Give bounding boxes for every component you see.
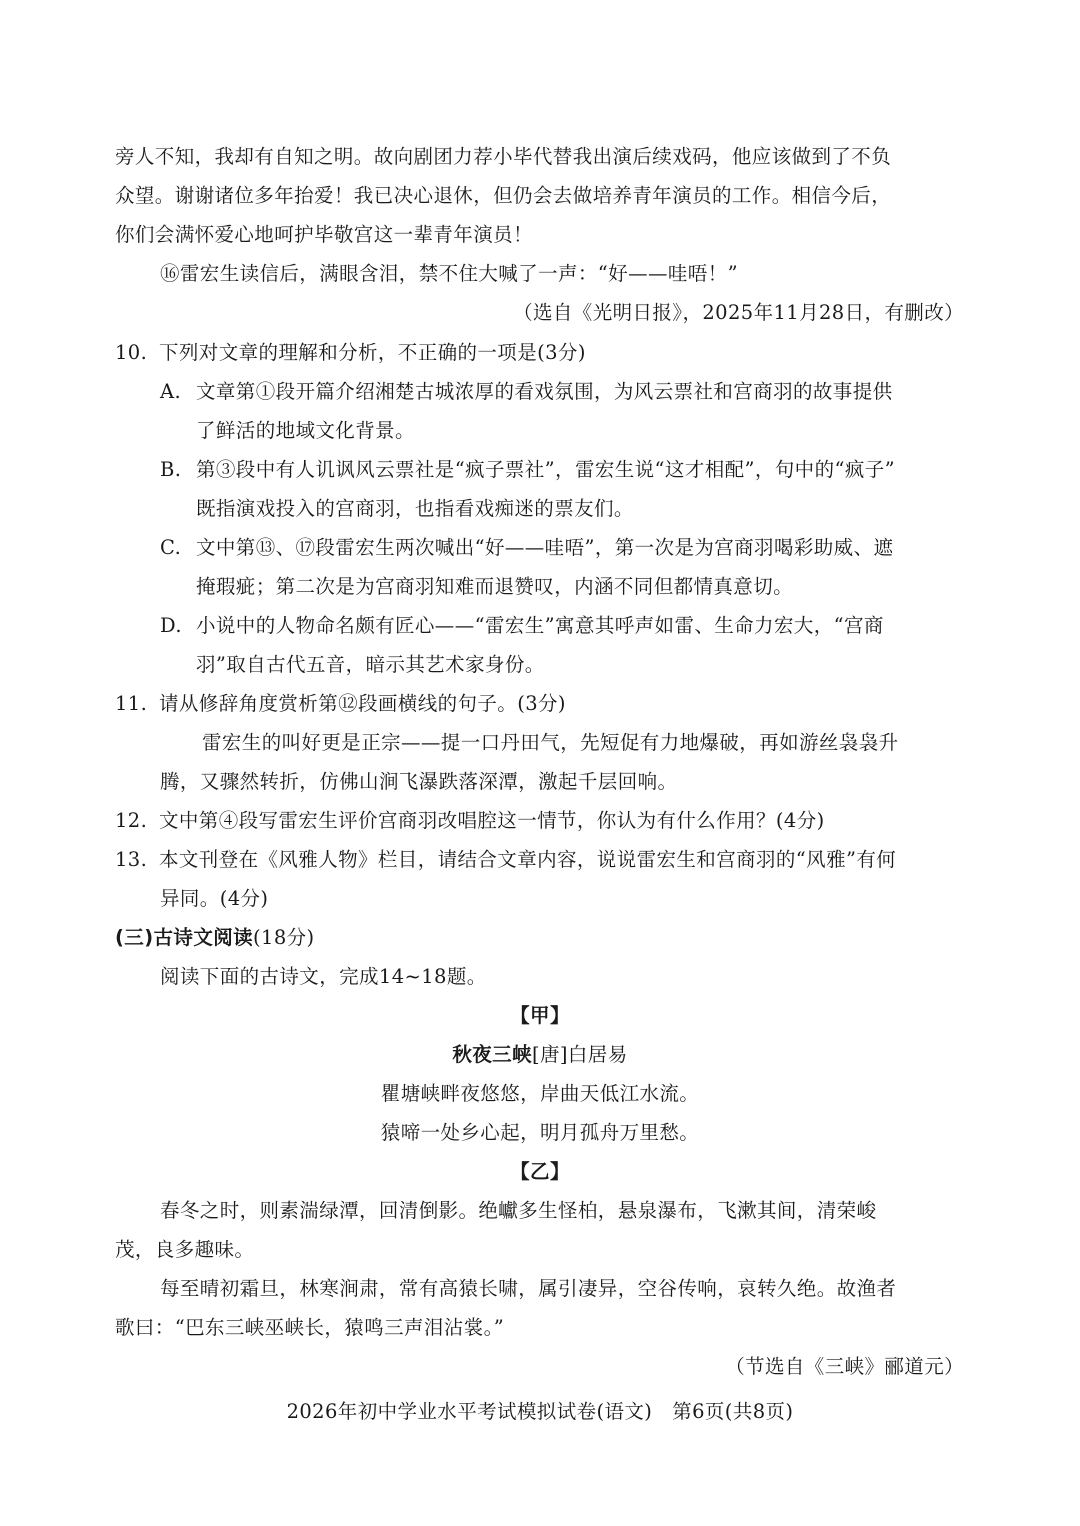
question-13-number: 13. bbox=[115, 848, 148, 871]
jia-poem-author: [唐]白居易 bbox=[531, 1043, 628, 1066]
question-12-stem: 文中第④段写雷宏生评价宫商羽改唱腔这一情节，你认为有什么作用？(4分) bbox=[159, 809, 825, 832]
passage-line-2: 众望。谢谢诸位多年抬爱！我已决心退休，但仍会去做培养青年演员的工作。相信今后， bbox=[115, 184, 892, 207]
option-c-line-2: 掩瑕疵；第二次是为宫商羽知难而退赞叹，内涵不同但都情真意切。 bbox=[196, 575, 794, 598]
section-3-heading bbox=[115, 923, 1080, 953]
question-11-quote-line-1: 雷宏生的叫好更是正宗——提一口丹田气，先短促有力地爆破，再如游丝袅袅升 bbox=[202, 731, 899, 754]
jia-poem-title: 秋夜三峡 bbox=[452, 1043, 532, 1066]
option-b bbox=[160, 455, 1080, 485]
option-d bbox=[160, 611, 1080, 641]
question-10-stem: 下列对文章的理解和分析，不正确的一项是(3分) bbox=[159, 341, 586, 364]
question-11 bbox=[115, 689, 1080, 719]
option-a-line-2: 了鲜活的地域文化背景。 bbox=[196, 419, 415, 442]
option-d-line-2: 羽”取自古代五音，暗示其艺术家身份。 bbox=[196, 653, 545, 676]
jia-label: 【甲】 bbox=[510, 1004, 570, 1027]
option-d-line-1: 小说中的人物命名颇有匠心——“雷宏生”寓意其呼声如雷、生命力宏大，“宫商 bbox=[196, 614, 884, 637]
question-12 bbox=[115, 806, 1080, 836]
option-a-label: A. bbox=[160, 380, 182, 403]
option-b-label: B. bbox=[160, 458, 182, 481]
question-13-line-1: 本文刊登在《风雅人物》栏目，请结合文章内容，说说雷宏生和宫商羽的“风雅”有何 bbox=[159, 848, 897, 871]
question-13-line-2: 异同。(4分) bbox=[160, 887, 269, 910]
question-13 bbox=[115, 845, 1080, 875]
option-c-label: C. bbox=[160, 536, 182, 559]
option-b-line-2: 既指演戏投入的宫商羽，也指看戏痴迷的票友们。 bbox=[196, 497, 634, 520]
passage-source: （选自《光明日报》，2025年11月28日，有删改） bbox=[513, 301, 964, 324]
question-11-quote-line-2: 腾，又骤然转折，仿佛山涧飞瀑跌落深潭，激起千层回响。 bbox=[160, 770, 678, 793]
yi-paragraph-1-line-1: 春冬之时，则素湍绿潭，回清倒影。绝巘多生怪柏，悬泉瀑布，飞漱其间，清荣峻 bbox=[160, 1199, 877, 1222]
yi-paragraph-1-line-2: 茂，良多趣味。 bbox=[115, 1238, 255, 1261]
yi-paragraph-2-line-2: 歌曰：“巴东三峡巫峡长，猿鸣三声泪沾裳。” bbox=[115, 1316, 505, 1339]
question-12-number: 12. bbox=[115, 809, 148, 832]
section-3-score: (18分) bbox=[253, 926, 315, 949]
jia-poem-line-1: 瞿塘峡畔夜悠悠，岸曲天低江水流。 bbox=[380, 1082, 700, 1105]
question-10-number: 10. bbox=[115, 341, 148, 364]
option-b-line-1: 第③段中有人讥讽风云票社是“疯子票社”，雷宏生说“这才相配”，句中的“疯子” bbox=[196, 458, 896, 481]
yi-label: 【乙】 bbox=[510, 1160, 570, 1183]
passage-line-3: 你们会满怀爱心地呵护毕敬宫这一辈青年演员！ bbox=[115, 223, 533, 246]
question-11-number: 11. bbox=[115, 692, 148, 715]
option-a-line-1: 文章第①段开篇介绍湘楚古城浓厚的看戏氛围，为风云票社和宫商羽的故事提供 bbox=[196, 380, 893, 403]
question-11-stem: 请从修辞角度赏析第⑫段画横线的句子。(3分) bbox=[159, 692, 566, 715]
option-c bbox=[160, 533, 1080, 563]
jia-poem-line-2: 猿啼一处乡心起，明月孤舟万里愁。 bbox=[380, 1121, 700, 1144]
passage-line-1: 旁人不知，我却有自知之明。故向剧团力荐小毕代替我出演后续戏码，他应该做到了不负 bbox=[115, 145, 892, 168]
passage-paragraph-16: ⑯雷宏生读信后，满眼含泪，禁不住大喊了一声：“好——哇唔！” bbox=[160, 262, 738, 285]
option-a bbox=[160, 377, 1080, 407]
yi-paragraph-2-line-1: 每至晴初霜旦，林寒涧肃，常有高猿长啸，属引凄异，空谷传响，哀转久绝。故渔者 bbox=[160, 1277, 897, 1300]
question-10 bbox=[115, 338, 1080, 368]
section-3-instruction: 阅读下面的古诗文，完成14~18题。 bbox=[160, 965, 487, 988]
option-c-line-1: 文中第⑬、⑰段雷宏生两次喊出“好——哇唔”，第一次是为宫商羽喝彩助威、遮 bbox=[196, 536, 894, 559]
page-footer: 2026年初中学业水平考试模拟试卷(语文) 第6页(共8页) bbox=[286, 1400, 794, 1423]
section-3-title: (三)古诗文阅读 bbox=[115, 926, 254, 949]
jia-title-line bbox=[0, 1040, 1080, 1070]
option-d-label: D. bbox=[160, 614, 182, 637]
yi-source: （节选自《三峡》郦道元） bbox=[725, 1355, 964, 1378]
